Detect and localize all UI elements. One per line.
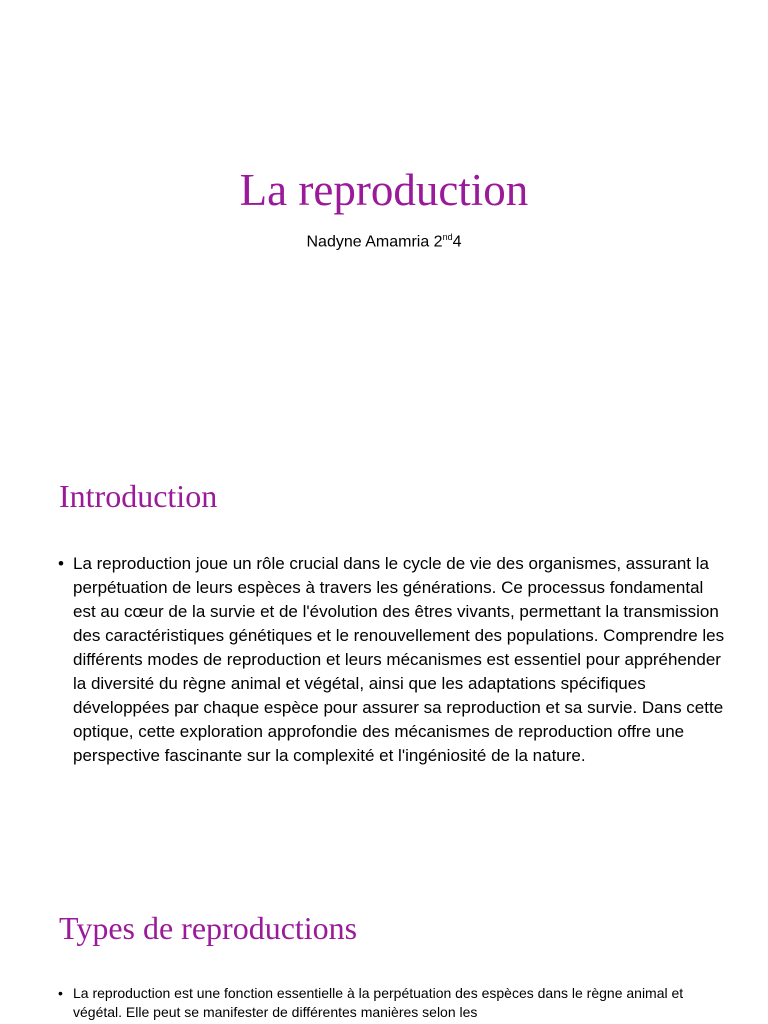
introduction-heading: Introduction (59, 478, 218, 514)
types-slide (0, 880, 768, 1024)
author-name: Nadyne Amamria 2 (306, 233, 443, 251)
types-heading: Types de reproductions (59, 910, 358, 946)
introduction-bullet-list (58, 552, 728, 768)
author-subtitle (0, 232, 768, 251)
introduction-slide (0, 440, 768, 872)
introduction-bullet: • La reproduction joue un rôle crucial dans le cycle de vie des organismes, assurant la perpétuation de leurs espèces à travers les générations. Ce processus fondamental est au cœur de la survie et de l'évolution des êtres vivants, permettant la transmission des caractéristiques génétiques et le renouvellement des populations. Comprendre les différents modes de reproduction et leurs mécanismes est essentiel pour appréhender la diversité du règne animal et végétal, ainsi que les adaptations spécifiques développées par chaque espèce pour assurer sa reproduction et sa survie. Dans cette optique, cette exploration approfondie des mécanismes de reproduction offre une perspective fascinante sur la complexité et l'ingéniosité de la nature. (58, 552, 728, 768)
title-slide (0, 0, 768, 432)
types-bullet: • La reproduction est une fonction essentielle à la perpétuation des espèces dans le règne animal et végétal. Elle peut se manifester de différentes manières selon les (58, 984, 728, 1022)
types-bullet-list (58, 984, 728, 1022)
presentation-title: La reproduction (239, 165, 529, 215)
class-superscript: nd (442, 232, 453, 242)
class-number: 4 (452, 233, 462, 251)
